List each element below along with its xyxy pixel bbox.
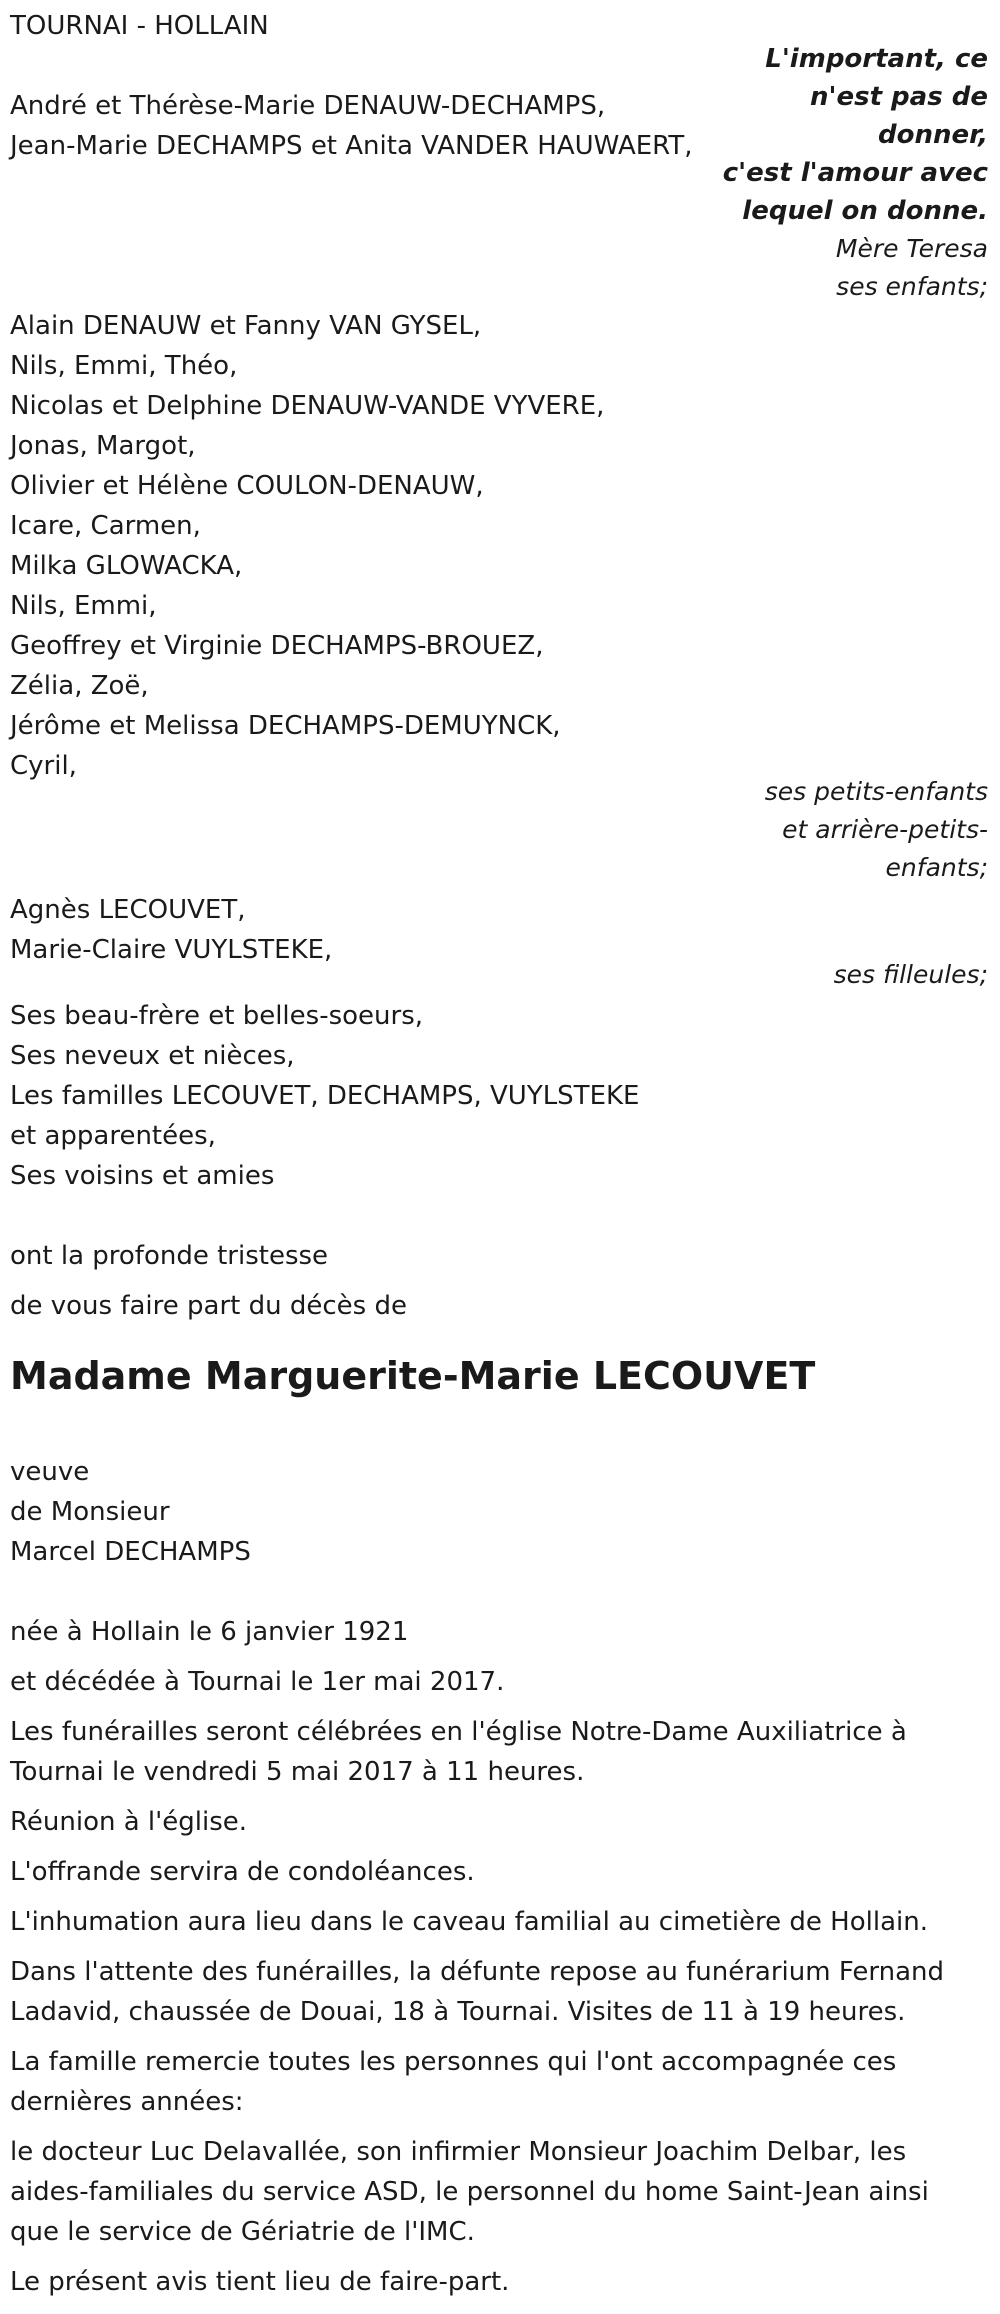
label-line: et arrière-petits-	[782, 815, 988, 844]
location-heading: TOURNAI - HOLLAIN	[10, 11, 269, 41]
quote-line: n'est pas de	[810, 82, 988, 112]
list-item: André et Thérèse-Marie DENAUW-DECHAMPS,	[10, 91, 606, 121]
label-line: ses petits-enfants	[764, 777, 988, 806]
deceased-name: Madame Marguerite-Marie LECOUVET	[10, 1354, 816, 1398]
quote-author: Mère Teresa	[835, 234, 988, 263]
widow-line: Marcel DECHAMPS	[10, 1537, 251, 1567]
grandchildren-list	[10, 306, 604, 786]
list-item: Zélia, Zoë,	[10, 671, 149, 701]
paragraph-closing: Le présent avis tient lieu de faire-part.	[10, 2267, 510, 2297]
list-item: Ses neveux et nièces,	[10, 1041, 295, 1071]
goddaughters-list	[10, 890, 332, 970]
list-item: Nils, Emmi, Théo,	[10, 351, 238, 381]
list-item: Nils, Emmi,	[10, 591, 157, 621]
announcement-line: de vous faire part du décès de	[10, 1291, 407, 1321]
children-label: ses enfants;	[836, 272, 988, 301]
paragraph-death: et décédée à Tournai le 1er mai 2017.	[10, 1667, 505, 1697]
list-item: Ses beau-frère et belles-soeurs,	[10, 1001, 424, 1031]
paragraph-funeral: Les funérailles seront célébrées en l'église Notre-Dame Auxiliatrice à Tournai le vendredi 5 mai 2017 à 11 heures.	[10, 1717, 907, 1787]
paragraph-meeting: Réunion à l'église.	[10, 1807, 248, 1837]
quote-line: lequel on donne.	[742, 196, 988, 226]
list-item: Jérôme et Melissa DECHAMPS-DEMUYNCK,	[10, 711, 561, 741]
quote-line: L'important, ce	[765, 44, 988, 74]
label-line: enfants;	[885, 853, 988, 882]
quote-line: donner,	[877, 120, 988, 150]
paragraph-funerarium: Dans l'attente des funérailles, la défunte repose au funérarium Fernand Ladavid, chaussée de Douai, 18 à Tournai. Visites de 11 à 19 heures.	[10, 1957, 945, 2027]
paragraph-offering: L'offrande servira de condoléances.	[10, 1857, 475, 1887]
list-item: Ses voisins et amies	[10, 1161, 275, 1191]
paragraph-birth: née à Hollain le 6 janvier 1921	[10, 1617, 409, 1647]
list-item: Les familles LECOUVET, DECHAMPS, VUYLSTEKE	[10, 1081, 640, 1111]
quote-line: c'est l'amour avec	[722, 158, 988, 188]
list-item: Jonas, Margot,	[10, 431, 196, 461]
relatives-list	[10, 996, 639, 1196]
list-item: Jean-Marie DECHAMPS et Anita VANDER HAUWAERT,	[10, 131, 693, 161]
paragraph-thanks: La famille remercie toutes les personnes qui l'ont accompagnée ces dernières années:	[10, 2047, 897, 2117]
list-item: Agnès LECOUVET,	[10, 895, 246, 925]
paragraph-burial: L'inhumation aura lieu dans le caveau familial au cimetière de Hollain.	[10, 1907, 928, 1937]
list-item: Olivier et Hélène COULON-DENAUW,	[10, 471, 484, 501]
children-list	[10, 86, 692, 166]
list-item: Milka GLOWACKA,	[10, 551, 243, 581]
list-item: Marie-Claire VUYLSTEKE,	[10, 935, 333, 965]
goddaughters-label: ses filleules;	[833, 960, 988, 989]
list-item: Nicolas et Delphine DENAUW-VANDE VYVERE,	[10, 391, 605, 421]
widow-line: veuve	[10, 1457, 90, 1487]
list-item: Alain DENAUW et Fanny VAN GYSEL,	[10, 311, 482, 341]
list-item: Geoffrey et Virginie DECHAMPS-BROUEZ,	[10, 631, 544, 661]
list-item: Cyril,	[10, 751, 77, 781]
grandchildren-label	[765, 773, 988, 887]
paragraph-thanks-list: le docteur Luc Delavallée, son infirmier Monsieur Joachim Delbar, les aides-familiales du service ASD, le personnel du home Saint-Jean ainsi que le service de Gériatrie de l'IMC.	[10, 2137, 929, 2247]
widow-of	[10, 1452, 251, 1572]
widow-line: de Monsieur	[10, 1497, 170, 1527]
quote	[723, 40, 988, 230]
list-item: Icare, Carmen,	[10, 511, 201, 541]
announcement-line: ont la profonde tristesse	[10, 1241, 329, 1271]
list-item: et apparentées,	[10, 1121, 216, 1151]
